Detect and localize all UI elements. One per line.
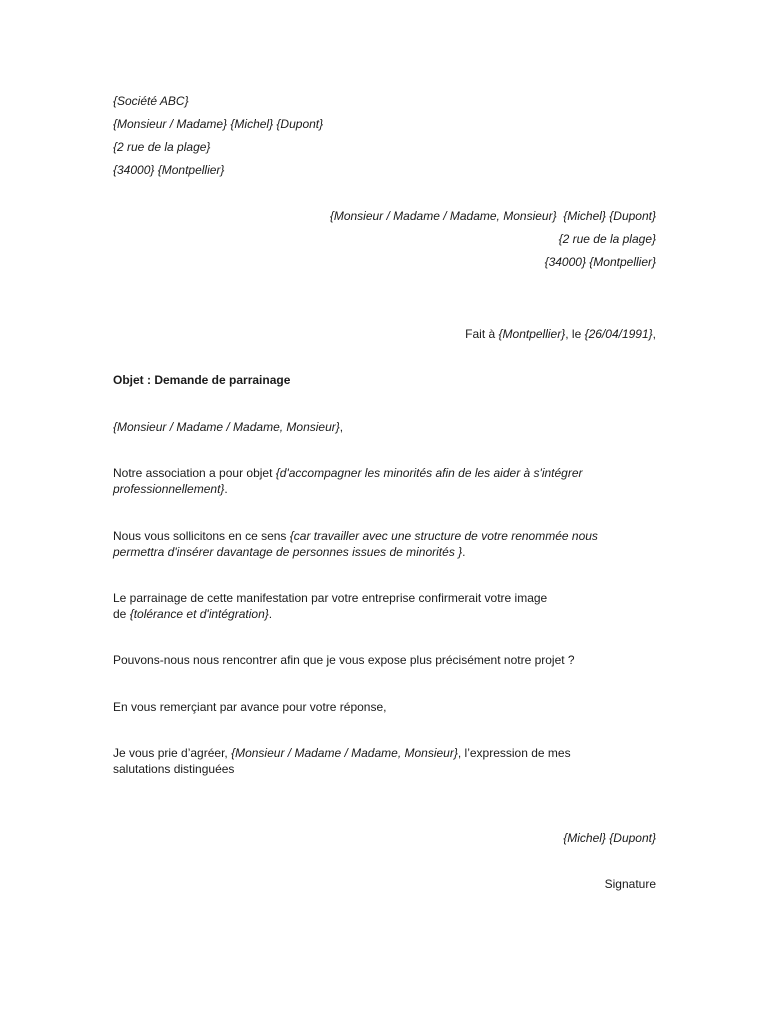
date-line xyxy=(113,326,656,342)
subject-text: Objet : Demande de parrainage xyxy=(113,373,291,387)
signer-name-line xyxy=(113,830,656,846)
date-prefix: Fait à xyxy=(465,327,499,341)
paragraph-1 xyxy=(113,465,623,497)
paragraph-3-suffix: . xyxy=(268,607,273,621)
paragraph-2 xyxy=(113,528,633,560)
salutation-suffix: , xyxy=(339,420,344,434)
paragraph-4 xyxy=(113,652,656,668)
paragraph-4-text: Pouvons-nous nous rencontrer afin que je vous expose plus précisément notre projet ? xyxy=(113,653,575,667)
paragraph-2-suffix: . xyxy=(462,545,466,559)
sender-street: {2 rue de la plage} xyxy=(113,140,211,154)
sender-company: {Société ABC} xyxy=(113,94,189,108)
date-place: {Montpellier} xyxy=(498,327,566,341)
subject-line xyxy=(113,372,656,388)
paragraph-5-text: En vous remerçiant par avance pour votre réponse, xyxy=(113,700,387,714)
paragraph-3 xyxy=(113,590,656,622)
date-middle: , le xyxy=(565,327,585,341)
sender-address xyxy=(113,93,656,178)
paragraph-1-italic: {d'accompagner les minorités afin de les aider à s'intégrer professionnellement} xyxy=(113,466,583,496)
signature-label: Signature xyxy=(604,877,656,891)
paragraph-2-italic: {car travailler avec une structure de votre renommée nous permettra d'insérer davantage de personnes issues de minorités } xyxy=(113,529,598,559)
paragraph-6-suffix: , l’expression de mes salutations distinguées xyxy=(113,746,571,776)
salutation-text: {Monsieur / Madame / Madame, Monsieur} xyxy=(113,420,340,434)
paragraph-5 xyxy=(113,699,656,715)
sender-name: {Monsieur / Madame} {Michel} {Dupont} xyxy=(113,117,324,131)
date-value: {26/04/1991} xyxy=(584,327,653,341)
recipient-name: {Monsieur / Madame / Madame, Monsieur} {Michel} {Dupont} xyxy=(329,209,656,223)
paragraph-3-line-1: Le parrainage de cette manifestation par votre entreprise confirmerait votre image xyxy=(113,591,548,605)
paragraph-3-prefix: de xyxy=(113,607,130,621)
recipient-address xyxy=(113,208,656,270)
paragraph-6 xyxy=(113,745,608,777)
signer-name: {Michel} {Dupont} xyxy=(563,831,656,845)
date-suffix: , xyxy=(652,327,656,341)
paragraph-1-suffix: . xyxy=(224,482,228,496)
sender-city: {34000} {Montpellier} xyxy=(113,163,225,177)
paragraph-2-text: Nous vous sollicitons en ce sens xyxy=(113,529,290,543)
letter-page xyxy=(113,0,656,1024)
signature-line xyxy=(113,876,656,892)
paragraph-6-text: Je vous prie d’agréer, xyxy=(113,746,232,760)
paragraph-6-italic: {Monsieur / Madame / Madame, Monsieur} xyxy=(231,746,458,760)
recipient-city: {34000} {Montpellier} xyxy=(544,255,656,269)
recipient-street: {2 rue de la plage} xyxy=(558,232,656,246)
paragraph-1-text: Notre association a pour objet xyxy=(113,466,276,480)
salutation xyxy=(113,419,656,435)
paragraph-3-italic: {tolérance et d'intégration} xyxy=(129,607,269,621)
